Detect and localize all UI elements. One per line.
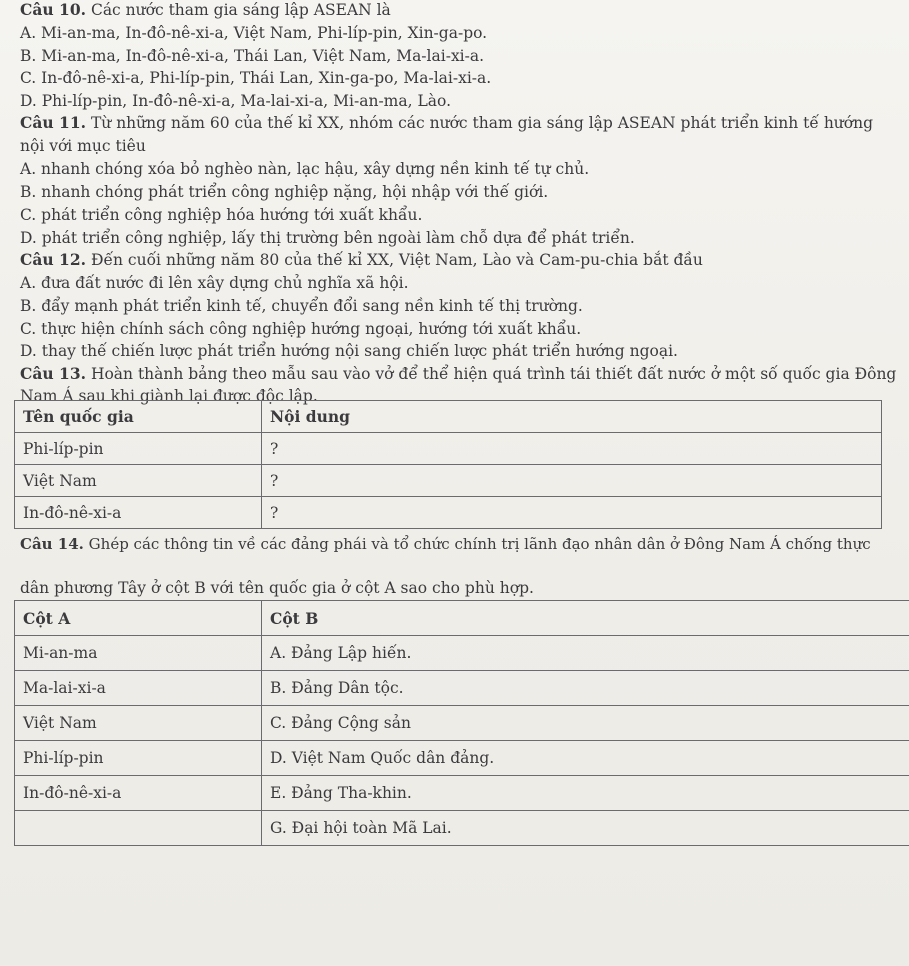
question-13-stem xyxy=(20,364,896,384)
question-12-text: Đến cuối những năm 80 của thế kỉ XX, Việt Nam, Lào và Cam-pu-chia bắt đầu xyxy=(90,251,703,269)
question-14-stem xyxy=(20,534,871,554)
question-12-number: Câu 12. xyxy=(20,250,87,269)
question-10-option-b: B. Mi-an-ma, In-đô-nê-xi-a, Thái Lan, Việt Nam, Ma-lai-xi-a. xyxy=(20,47,485,65)
table-row xyxy=(15,465,882,497)
question-10-option-c: C. In-đô-nê-xi-a, Phi-líp-pin, Thái Lan, Xin-ga-po, Ma-lai-xi-a. xyxy=(20,69,492,87)
column-header-content: Nội dung xyxy=(262,401,882,433)
table-row xyxy=(15,497,882,529)
table-cell: Ma-lai-xi-a xyxy=(15,671,262,706)
question-10-option-d: D. Phi-líp-pin, In-đô-nê-xi-a, Ma-lai-xi-a, Mi-an-ma, Lào. xyxy=(20,92,451,110)
question-11-text: Từ những năm 60 của thế kỉ XX, nhóm các nước tham gia sáng lập ASEAN phát triển kinh tế hướng xyxy=(90,114,874,132)
question-11-option-d: D. phát triển công nghiệp, lấy thị trường bên ngoài làm chỗ dựa để phát triển. xyxy=(20,229,635,247)
table-row xyxy=(15,636,909,671)
table-row xyxy=(15,776,909,811)
question-14-text: Ghép các thông tin về các đảng phái và tổ chức chính trị lãnh đạo nhân dân ở Đông Nam Á chống thực xyxy=(88,535,871,553)
table-cell: Phi-líp-pin xyxy=(15,433,262,465)
table-cell xyxy=(15,811,262,846)
question-11-option-b: B. nhanh chóng phát triển công nghiệp nặng, hội nhập với thế giới. xyxy=(20,183,549,201)
column-header-col-a: Cột A xyxy=(15,601,262,636)
table-header-row xyxy=(15,401,882,433)
question-13-stem-continued: Nam Á sau khi giành lại được độc lập. xyxy=(20,387,318,405)
question-11-stem xyxy=(20,113,873,133)
table-cell: A. Đảng Lập hiến. xyxy=(262,636,909,671)
table-cell: E. Đảng Tha-khin. xyxy=(262,776,909,811)
table-cell: B. Đảng Dân tộc. xyxy=(262,671,909,706)
table-row xyxy=(15,706,909,741)
question-10-text: Các nước tham gia sáng lập ASEAN là xyxy=(90,1,391,19)
question-13-text: Hoàn thành bảng theo mẫu sau vào vở để thể hiện quá trình tái thiết đất nước ở một số quốc gia Đông xyxy=(90,365,897,383)
question-12-option-c: C. thực hiện chính sách công nghiệp hướng ngoại, hướng tới xuất khẩu. xyxy=(20,320,582,338)
question-11-stem-continued: nội với mục tiêu xyxy=(20,137,146,155)
question-12-option-d: D. thay thế chiến lược phát triển hướng nội sang chiến lược phát triển hướng ngoại. xyxy=(20,342,678,360)
table-row xyxy=(15,671,909,706)
table-row xyxy=(15,811,909,846)
question-14-stem-continued: dân phương Tây ở cột B với tên quốc gia ở cột A sao cho phù hợp. xyxy=(20,579,534,597)
table-cell: G. Đại hội toàn Mã Lai. xyxy=(262,811,909,846)
question-12-option-b: B. đẩy mạnh phát triển kinh tế, chuyển đổi sang nền kinh tế thị trường. xyxy=(20,297,583,315)
question-11-number: Câu 11. xyxy=(20,113,87,132)
table-row xyxy=(15,741,909,776)
table-cell: Việt Nam xyxy=(15,706,262,741)
table-cell: C. Đảng Cộng sản xyxy=(262,706,909,741)
column-header-country: Tên quốc gia xyxy=(15,401,262,433)
table-cell: In-đô-nê-xi-a xyxy=(15,776,262,811)
table-header-row xyxy=(15,601,909,636)
question-11-option-a: A. nhanh chóng xóa bỏ nghèo nàn, lạc hậu, xây dựng nền kinh tế tự chủ. xyxy=(20,160,590,178)
column-header-col-b: Cột B xyxy=(262,601,909,636)
question-12-stem xyxy=(20,250,703,270)
table-cell: ? xyxy=(262,465,882,497)
table-cell: Việt Nam xyxy=(15,465,262,497)
table-cell: D. Việt Nam Quốc dân đảng. xyxy=(262,741,909,776)
table-cell: ? xyxy=(262,433,882,465)
question-13-table xyxy=(14,400,882,529)
question-10-stem xyxy=(20,0,391,20)
question-10-option-a: A. Mi-an-ma, In-đô-nê-xi-a, Việt Nam, Phi-líp-pin, Xin-ga-po. xyxy=(20,24,488,42)
table-cell: Phi-líp-pin xyxy=(15,741,262,776)
table-cell: ? xyxy=(262,497,882,529)
table-cell: In-đô-nê-xi-a xyxy=(15,497,262,529)
question-14-number: Câu 14. xyxy=(20,535,84,553)
question-13-number: Câu 13. xyxy=(20,364,87,383)
question-11-option-c: C. phát triển công nghiệp hóa hướng tới xuất khẩu. xyxy=(20,206,423,224)
table-cell: Mi-an-ma xyxy=(15,636,262,671)
question-14-table xyxy=(14,600,909,846)
question-12-option-a: A. đưa đất nước đi lên xây dựng chủ nghĩa xã hội. xyxy=(20,274,409,292)
question-10-number: Câu 10. xyxy=(20,0,87,19)
table-row xyxy=(15,433,882,465)
